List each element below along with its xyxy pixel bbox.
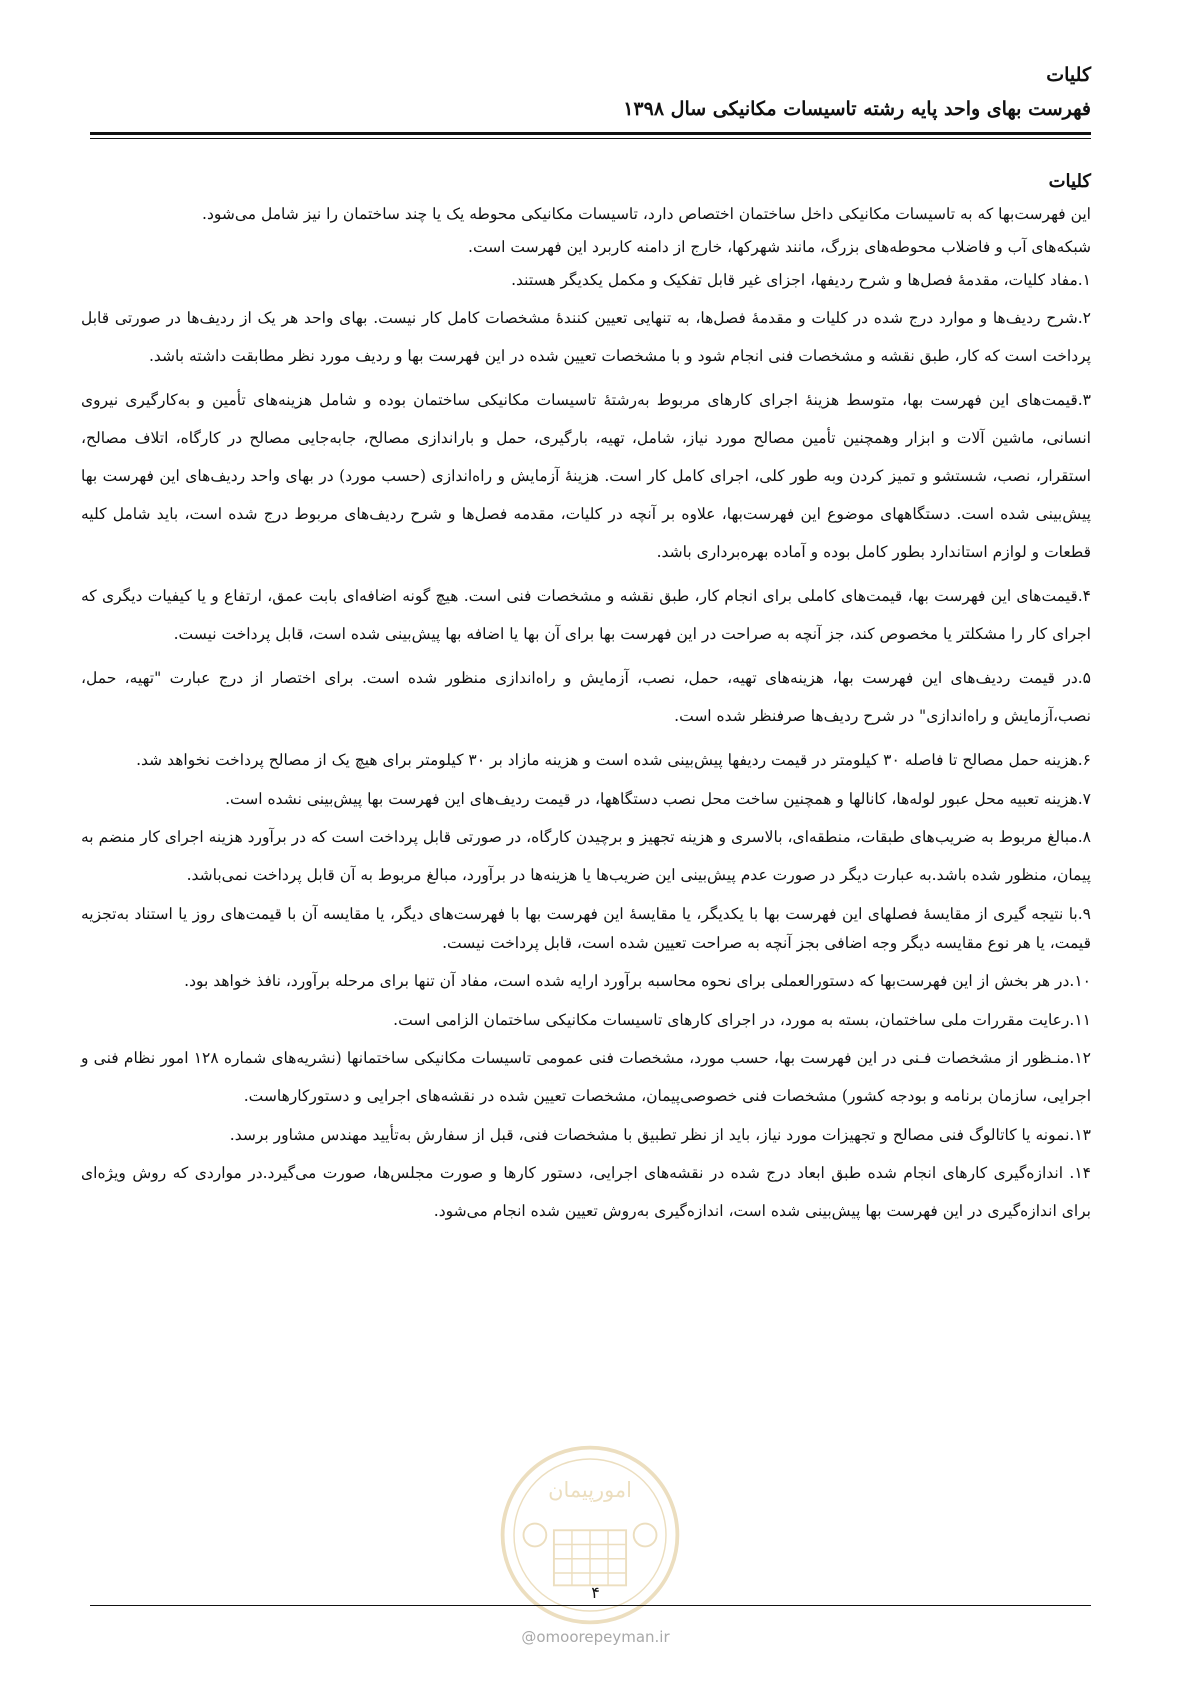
header-section-title: کلیات <box>1046 64 1091 86</box>
paragraph-item-9: ۹.با نتیجه گیری از مقایسهٔ فصلهای این فهرست بها با یکدیگر، یا مقایسهٔ این فهرست بها با فهرست‌های دیگر، یا مقایسه آن با قیمت‌های روز یا استناد به‌تجزیه قیمت، یا هر نوع مقایسه دیگر وجه اضافی بجز آنچه به صراحت تعیین شده است، قابل پرداخت نیست. <box>81 905 1091 952</box>
paragraph-item-12: ۱۲.منـظور از مشخصات فـنی در این فهرست بها، حسب مورد، مشخصات فنی عمومی تاسیسات مکانیکی ساختمانها (نشریه‌های شماره ۱۲۸ امور نظام فنی و اجرایی، سازمان برنامه و بودجه کشور) مشخصات فنی خصوصی‌پیمان، مشخصات تعیین شده در نقشه‌های اجرایی و دستورکارهاست. <box>81 1049 1091 1105</box>
paragraph-item-14: ۱۴. اندازه‌گیری کارهای انجام شده طبق ابعاد درج شده در نقشه‌های اجرایی، دستور کارها و صورت مجلس‌ها، صورت می‌گیرد.در مواردی که روش ویژه‌ای برای اندازه‌گیری در این فهرست بها پیش‌بینی شده است، اندازه‌گیری به‌روش تعیین شده انجام می‌شود. <box>81 1164 1091 1220</box>
paragraph-item-6: ۶.هزینه حمل مصالح تا فاصله ۳۰ کیلومتر در قیمت ردیفها پیش‌بینی شده است و هزینه مازاد بر ۳۰ کیلومتر برای هیچ یک از مصالح پرداخت نخواهد شد. <box>136 751 1091 769</box>
footer-rule <box>90 1605 1091 1606</box>
paragraph-item-4: ۴.قیمت‌های این فهرست بها، قیمت‌های کاملی برای انجام کار، طبق نقشه و مشخصات فنی است. هیچ گونه اضافه‌ای بابت عمق، ارتفاع و یا کیفیات دیگری که اجرای کار را مشکلتر یا مخصوص کند، جز آنچه به صراحت در این فهرست بها برای آن بها یا اضافه بها پیش‌بینی شده است، قابل پرداخت نیست. <box>81 587 1091 643</box>
paragraph-intro-1: این فهرست‌بها که به تاسیسات مکانیکی داخل ساختمان اختصاص دارد، تاسیسات مکانیکی محوطه یک یا چند ساختمان را نیز شامل می‌شود. <box>202 205 1091 223</box>
paragraph-item-2: ۲.شرح ردیف‌ها و موارد درج شده در کلیات و مقدمهٔ فصل‌ها، به تنهایی تعیین کنندهٔ مشخصات کامل کار نیست. بهای واحد هر یک از ردیف‌ها در صورتی قابل پرداخت است که کار، طبق نقشه و مشخصات فنی انجام شود و با مشخصات تعیین شده در این فهرست بها و ردیف مورد نظر مطابقت داشته باشد. <box>81 309 1091 365</box>
watermark-url: @omoorepeyman.ir <box>521 1628 670 1646</box>
paragraph-item-3: ۳.قیمت‌های این فهرست بها، متوسط هزینهٔ اجرای کارهای مربوط به‌رشتهٔ تاسیسات مکانیکی ساختمان بوده و شامل هزینه‌های تأمین و به‌کارگیری نیروی انسانی، ماشین آلات و ابزار وهمچنین تأمین مصالح مورد نیاز، شامل، تهیه، بارگیری، حمل و باراندازی مصالح، جابه‌جایی مصالح در کارگاه، اتلاف مصالح، استقرار، نصب، شستشو و تمیز کردن وبه طور کلی، اجرای کامل کار است. هزینهٔ آزمایش و راه‌اندازی (حسب مورد) در بهای واحد ردیف‌های این فهرست بها پیش‌بینی شده است. دستگاههای موضوع این فهرست‌بها، علاوه بر آنچه در کلیات، مقدمه فصل‌ها و شرح ردیف‌های مربوط درج شده است، باید شامل کلیه قطعات و لوازم استاندارد بطور کامل بوده و آماده بهره‌برداری باشد. <box>81 391 1091 561</box>
header-rule-thin <box>90 138 1091 139</box>
header-rule-thick <box>90 132 1091 135</box>
paragraph-item-13: ۱۳.نمونه یا کاتالوگ فنی مصالح و تجهیزات مورد نیاز، باید از نظر تطبیق با مشخصات فنی، قبل از سفارش به‌تأیید مهندس مشاور برسد. <box>229 1126 1091 1144</box>
paragraph-item-1: ۱.مفاد کلیات، مقدمهٔ فصل‌ها و شرح ردیفها، اجزای غیر قابل تفکیک و مکمل یکدیگر هستند. <box>511 271 1091 289</box>
watermark-logo-text: امورپیمان <box>548 1478 632 1502</box>
paragraph-item-10: ۱۰.در هر بخش از این فهرست‌بها که دستورالعملی برای نحوه محاسبه برآورد ارایه شده است، مفاد آن تنها برای مرحله برآورد، نافذ خواهد بود. <box>184 972 1091 990</box>
page-header <box>91 58 1091 126</box>
section-heading: کلیات <box>1048 171 1091 192</box>
page-number: ۴ <box>591 1583 600 1602</box>
paragraph-intro-2: شبکه‌های آب و فاضلاب محوطه‌های بزرگ، مانند شهرکها، خارج از دامنه کاربرد این فهرست است. <box>468 238 1091 256</box>
paragraph-item-11: ۱۱.رعایت مقررات ملی ساختمان، بسته به مورد، در اجرای کارهای تاسیسات مکانیکی ساختمان الزامی است. <box>393 1011 1091 1029</box>
paragraph-item-5: ۵.در قیمت ردیف‌های این فهرست بها، هزینه‌های تهیه، حمل، نصب، آزمایش و راه‌اندازی منظور شده است. برای اختصار از درج عبارت "تهیه، حمل، نصب،آزمایش و راه‌اندازی" در شرح ردیف‌ها صرفنظر شده است. <box>81 669 1091 725</box>
paragraph-item-7: ۷.هزینه تعبیه محل عبور لوله‌ها، کانالها و همچنین ساخت محل نصب دستگاهها، در قیمت ردیف‌های این فهرست بها پیش‌بینی نشده است. <box>225 790 1091 808</box>
header-document-title: فهرست بهای واحد پایه رشته تاسیسات مکانیکی سال ۱۳۹۸ <box>623 98 1091 120</box>
paragraph-item-8: ۸.مبالغ مربوط به ضریب‌های طبقات، منطقه‌ای، بالاسری و هزینه تجهیز و برچیدن کارگاه، در صورتی قابل پرداخت است که در برآورد هزینه اجرای کار منضم به پیمان، منظور شده باشد.به عبارت دیگر در صورت عدم پیش‌بینی این ضریب‌ها یا هزینه‌ها در برآورد، مبالغ مربوط به آن قابل پرداخت نمی‌باشد. <box>81 828 1091 884</box>
page-content <box>81 166 1091 1236</box>
